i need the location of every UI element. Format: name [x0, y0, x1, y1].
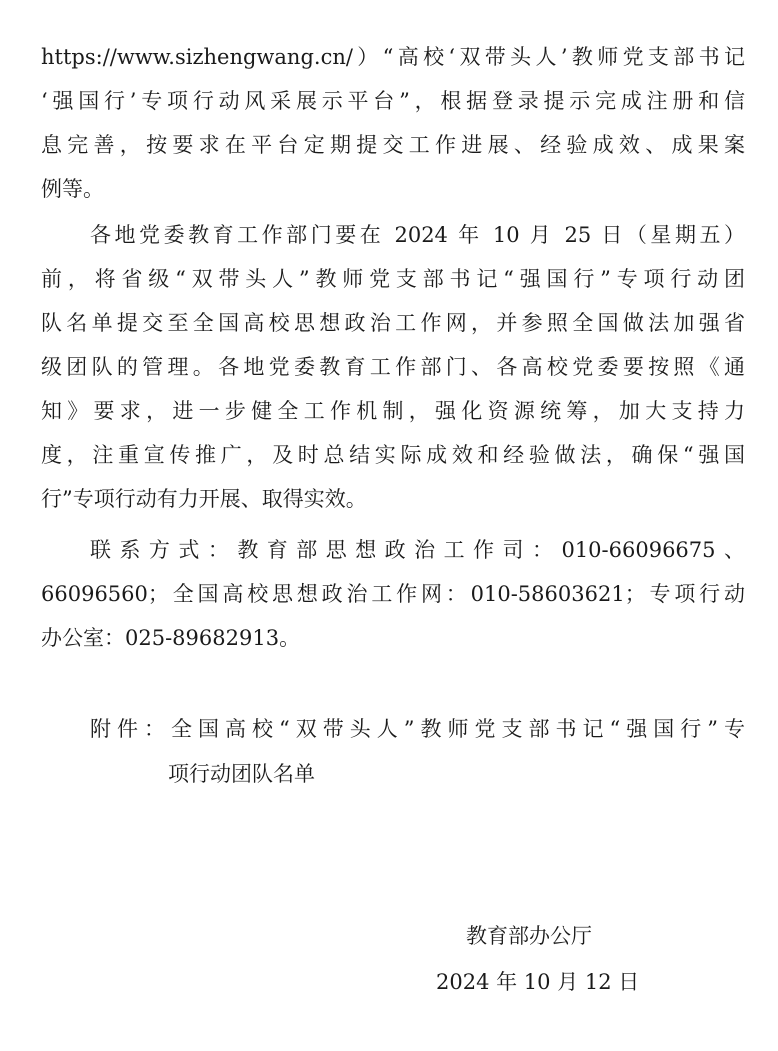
issuer-name: 教育部办公厅: [466, 924, 592, 948]
text-line: 例等。: [41, 177, 104, 201]
text-line: 级团队的管理。各地党委教育工作部门、各高校党委要按照《通: [41, 355, 745, 379]
attachment-line: 附件：全国高校“双带头人”教师党支部书记“强国行”专: [90, 717, 745, 741]
text-line: 办公室：025-89682913。: [41, 626, 301, 650]
text-line: 行”专项行动有力开展、取得实效。: [41, 487, 367, 511]
text-line: 度，注重宣传推广，及时总结实际成效和经验做法，确保“强国: [41, 443, 745, 467]
attachment-line: 项行动团队名单: [168, 762, 315, 786]
text-line: 队名单提交至全国高校思想政治工作网，并参照全国做法加强省: [41, 311, 745, 335]
text-line: ‘强国行’专项行动风采展示平台”，根据登录提示完成注册和信: [41, 89, 745, 113]
text-line: 联系方式：教育部思想政治工作司：010-66096675、: [90, 538, 745, 562]
text-line: 66096560；全国高校思想政治工作网：010-58603621；专项行动: [41, 582, 745, 606]
text-line: 息完善，按要求在平台定期提交工作进展、经验成效、成果案: [41, 133, 745, 157]
text-line: 各地党委教育工作部门要在 2024 年 10 月 25 日（星期五）: [90, 223, 745, 247]
text-line: https://www.sizhengwang.cn/）“高校‘双带头人’教师党支部书记: [41, 45, 745, 69]
issue-date: 2024 年 10 月 12 日: [436, 970, 640, 994]
text-line: 前，将省级“双带头人”教师党支部书记“强国行”专项行动团: [41, 267, 745, 291]
text-line: 知》要求，进一步健全工作机制，强化资源统筹，加大支持力: [41, 399, 745, 423]
